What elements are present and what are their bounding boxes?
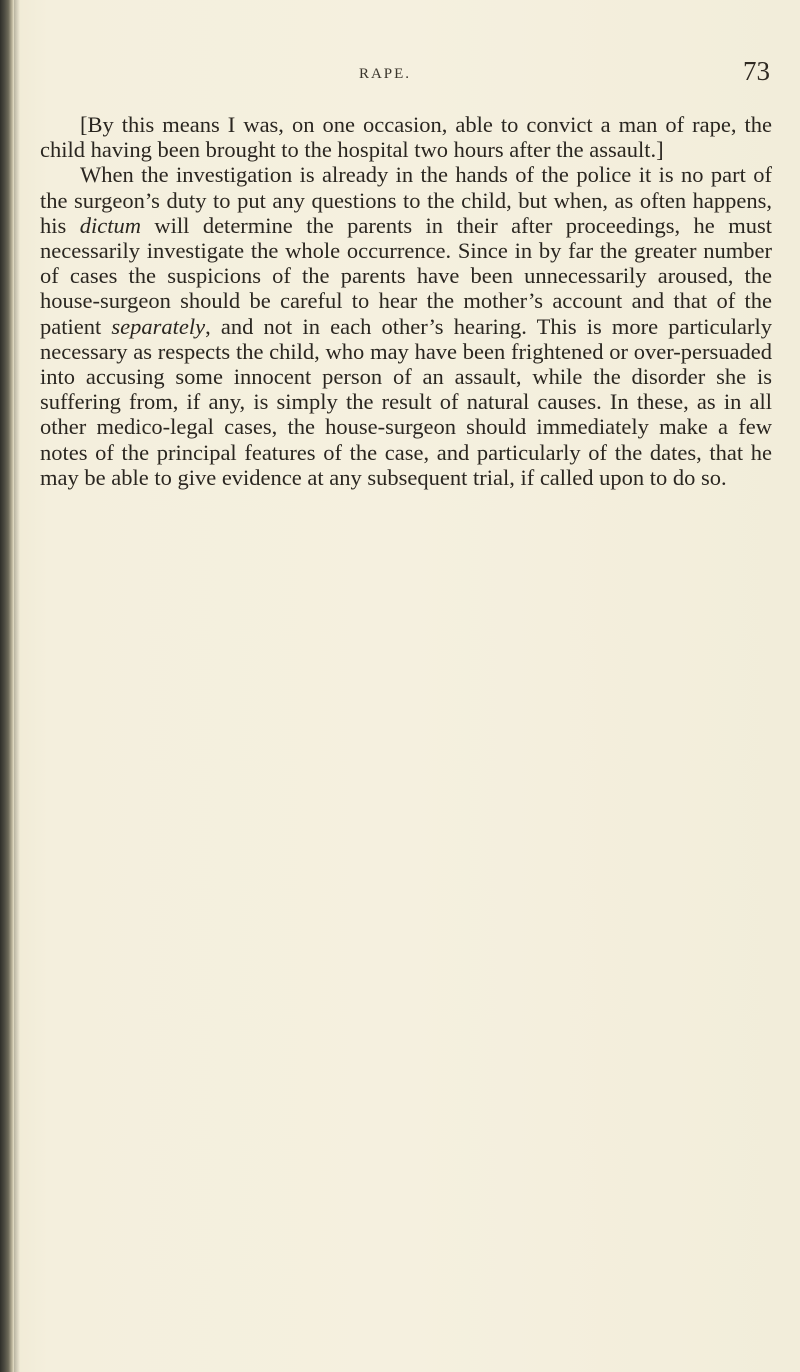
body-text [40, 112, 772, 490]
running-head: RAPE. [358, 66, 412, 82]
italic-dictum: dictum [79, 212, 141, 238]
book-binding [0, 0, 14, 1372]
paragraph-2-part-1: When the investigation is already in the hands of the police it is no part of the surgeon’s duty to put any questions to the child, but when, as often happens, his [40, 162, 772, 238]
page-number: 73 [743, 56, 770, 86]
binding-shadow [14, 0, 20, 1372]
paragraph-2-part-3: , and not in each other’s hearing. This is more particularly necessary as respects the child, who may have been frightened or over-persuaded into accusing some innocent person of an assault, while the disorder she is suffering from, if any, is simply the result of natural causes. In these, as in all other medico-legal cases, the house-surgeon should immediately make a few notes of the principal features of the case, and particularly of the dates, that he may be able to give evidence at any subsequent trial, if called upon to do so. [40, 313, 772, 490]
paragraph-2-part-2: will determine the parents in their after proceedings, he must necessarily investigate the whole occurrence. Since in by far the greater number of cases the suspicions of the parents have been unnecessarily aroused, the house-surgeon should be careful to hear the mother’s account and that of the patient [40, 212, 772, 339]
paragraph-1: [By this means I was, on one occasion, able to convict a man of rape, the child having been brought to the hospital two hours after the assault.] [40, 112, 772, 163]
italic-separately: separately [111, 313, 206, 339]
page-header [40, 56, 780, 96]
paragraph-2 [40, 162, 772, 490]
